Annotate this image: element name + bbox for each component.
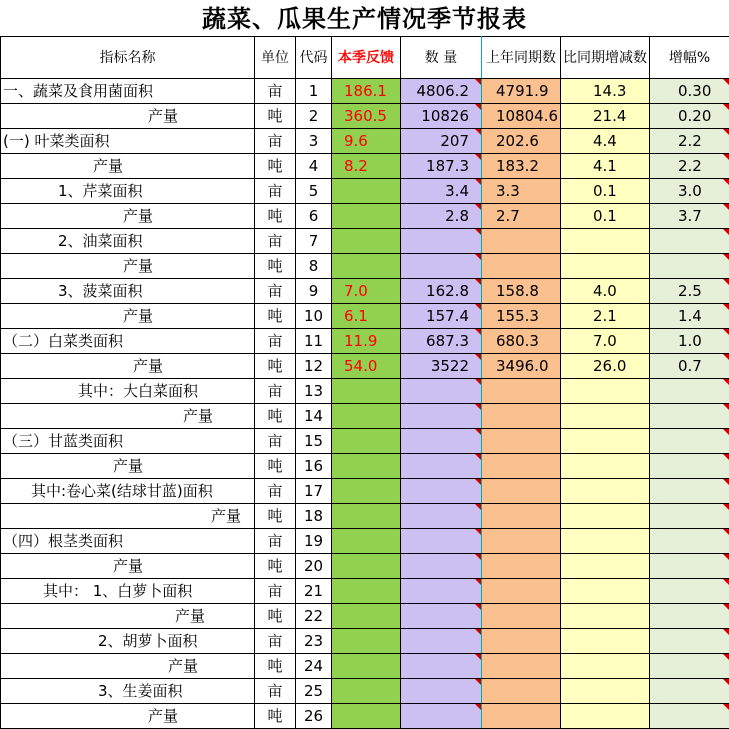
cell-code[interactable]: 19 [296,529,332,554]
cell-prev-year[interactable]: 3496.0 [482,354,561,379]
cell-name[interactable]: 2、胡萝卜面积 [1,629,255,654]
cell-quantity[interactable] [401,429,482,454]
cell-change[interactable]: 0.1 [561,179,650,204]
cell-change[interactable] [561,679,650,704]
cell-change[interactable] [561,704,650,729]
cell-change[interactable] [561,479,650,504]
cell-quantity[interactable]: 3522 [401,354,482,379]
cell-feedback[interactable] [332,204,401,229]
cell-unit[interactable]: 亩 [255,579,296,604]
cell-code[interactable]: 11 [296,329,332,354]
cell-feedback[interactable]: 7.0 [332,279,401,304]
cell-unit[interactable]: 亩 [255,129,296,154]
cell-feedback[interactable] [332,579,401,604]
cell-name[interactable]: 产量 [1,454,255,479]
cell-prev-year[interactable] [482,229,561,254]
cell-feedback[interactable] [332,179,401,204]
table-row [1,329,729,354]
cell-unit[interactable]: 吨 [255,204,296,229]
table-row [1,229,729,254]
cell-quantity[interactable]: 162.8 [401,279,482,304]
cell-feedback[interactable] [332,404,401,429]
cell-unit[interactable]: 吨 [255,154,296,179]
cell-quantity[interactable] [401,579,482,604]
header-name[interactable]: 指标名称 [1,37,255,79]
cell-code[interactable]: 10 [296,304,332,329]
cell-pct[interactable]: 2.2 [650,129,729,154]
cell-unit[interactable]: 亩 [255,229,296,254]
cell-unit[interactable]: 亩 [255,629,296,654]
cell-name[interactable]: （二）白菜类面积 [1,329,255,354]
cell-code[interactable]: 1 [296,79,332,104]
cell-name[interactable]: 2、油菜面积 [1,229,255,254]
cell-pct[interactable]: 0.7 [650,354,729,379]
cell-pct[interactable] [650,429,729,454]
cell-code[interactable]: 17 [296,479,332,504]
cell-name[interactable]: 产量 [1,304,255,329]
cell-code[interactable]: 13 [296,379,332,404]
report-title: 蔬菜、瓜果生产情况季节报表 [0,0,729,36]
cell-feedback[interactable] [332,229,401,254]
cell-prev-year[interactable] [482,629,561,654]
cell-feedback[interactable]: 11.9 [332,329,401,354]
cell-pct[interactable] [650,529,729,554]
cell-prev-year[interactable]: 183.2 [482,154,561,179]
cell-quantity[interactable] [401,404,482,429]
cell-quantity[interactable]: 3.4 [401,179,482,204]
cell-pct[interactable] [650,504,729,529]
cell-change[interactable] [561,554,650,579]
cell-prev-year[interactable]: 2.7 [482,204,561,229]
cell-quantity[interactable] [401,229,482,254]
table-row [1,179,729,204]
cell-unit[interactable]: 亩 [255,79,296,104]
table-row [1,254,729,279]
cell-pct[interactable] [650,229,729,254]
header-unit[interactable]: 单位 [255,37,296,79]
cell-change[interactable] [561,629,650,654]
header-code[interactable]: 代码 [296,37,332,79]
cell-quantity[interactable] [401,504,482,529]
cell-quantity[interactable] [401,254,482,279]
cell-change[interactable] [561,229,650,254]
cell-unit[interactable]: 吨 [255,604,296,629]
cell-feedback[interactable] [332,254,401,279]
cell-unit[interactable]: 吨 [255,104,296,129]
table-row [1,204,729,229]
table-row [1,304,729,329]
cell-change[interactable] [561,379,650,404]
cell-name[interactable]: 一、蔬菜及食用菌面积 [1,79,255,104]
cell-prev-year[interactable]: 155.3 [482,304,561,329]
cell-change[interactable]: 0.1 [561,204,650,229]
cell-code[interactable]: 4 [296,154,332,179]
cell-prev-year[interactable] [482,454,561,479]
cell-feedback[interactable]: 6.1 [332,304,401,329]
cell-feedback[interactable] [332,429,401,454]
cell-unit[interactable]: 亩 [255,529,296,554]
table-row [1,679,729,704]
table-row [1,154,729,179]
cell-change[interactable] [561,604,650,629]
cell-unit[interactable]: 吨 [255,504,296,529]
cell-unit[interactable]: 亩 [255,279,296,304]
cell-prev-year[interactable]: 4791.9 [482,79,561,104]
cell-pct[interactable] [650,679,729,704]
cell-code[interactable]: 6 [296,204,332,229]
cell-name[interactable]: 产量 [1,704,255,729]
cell-change[interactable] [561,454,650,479]
cell-prev-year[interactable]: 202.6 [482,129,561,154]
cell-prev-year[interactable] [482,679,561,704]
cell-prev-year[interactable] [482,579,561,604]
cell-pct[interactable] [650,654,729,679]
cell-prev-year[interactable] [482,529,561,554]
cell-quantity[interactable] [401,479,482,504]
table-row [1,429,729,454]
cell-change[interactable] [561,654,650,679]
cell-change[interactable] [561,579,650,604]
cell-quantity[interactable]: 157.4 [401,304,482,329]
cell-feedback[interactable] [332,529,401,554]
cell-pct[interactable] [650,379,729,404]
cell-change[interactable]: 14.3 [561,79,650,104]
cell-unit[interactable]: 亩 [255,679,296,704]
report-table [0,36,729,729]
cell-feedback[interactable]: 186.1 [332,79,401,104]
cell-prev-year[interactable] [482,504,561,529]
cell-name[interactable]: 其中:卷心菜(结球甘蓝)面积 [1,479,255,504]
cell-pct[interactable] [650,254,729,279]
cell-pct[interactable] [650,479,729,504]
table-row [1,454,729,479]
table-row [1,704,729,729]
cell-pct[interactable]: 0.30 [650,79,729,104]
cell-prev-year[interactable] [482,254,561,279]
header-prev-year[interactable]: 上年同期数 [482,37,561,79]
cell-unit[interactable]: 吨 [255,304,296,329]
table-row [1,79,729,104]
cell-change[interactable] [561,529,650,554]
table-row [1,529,729,554]
cell-pct[interactable] [650,629,729,654]
cell-feedback[interactable] [332,679,401,704]
cell-feedback[interactable] [332,629,401,654]
cell-feedback[interactable] [332,379,401,404]
cell-pct[interactable]: 3.7 [650,204,729,229]
cell-quantity[interactable] [401,554,482,579]
table-row [1,579,729,604]
header-change[interactable]: 比同期增减数 [561,37,650,79]
cell-change[interactable] [561,404,650,429]
cell-name[interactable]: 3、生姜面积 [1,679,255,704]
cell-unit[interactable]: 亩 [255,379,296,404]
cell-code[interactable]: 22 [296,604,332,629]
cell-pct[interactable] [650,454,729,479]
cell-prev-year[interactable] [482,404,561,429]
cell-pct[interactable] [650,404,729,429]
cell-quantity[interactable]: 2.8 [401,204,482,229]
cell-unit[interactable]: 吨 [255,254,296,279]
cell-pct[interactable] [650,704,729,729]
cell-name[interactable]: 产量 [1,254,255,279]
cell-code[interactable]: 7 [296,229,332,254]
cell-code[interactable]: 18 [296,504,332,529]
cell-name[interactable]: 产量 [1,604,255,629]
cell-prev-year[interactable] [482,604,561,629]
cell-unit[interactable]: 亩 [255,179,296,204]
cell-pct[interactable]: 3.0 [650,179,729,204]
table-row [1,554,729,579]
cell-feedback[interactable] [332,504,401,529]
header-quantity[interactable]: 数 量 [401,37,482,79]
cell-unit[interactable]: 亩 [255,479,296,504]
cell-code[interactable]: 15 [296,429,332,454]
cell-code[interactable]: 2 [296,104,332,129]
table-row [1,354,729,379]
cell-pct[interactable]: 2.2 [650,154,729,179]
cell-change[interactable] [561,254,650,279]
cell-prev-year[interactable]: 10804.6 [482,104,561,129]
cell-quantity[interactable]: 187.3 [401,154,482,179]
cell-change[interactable]: 4.0 [561,279,650,304]
cell-prev-year[interactable]: 680.3 [482,329,561,354]
cell-pct[interactable] [650,554,729,579]
table-row [1,104,729,129]
cell-code[interactable]: 25 [296,679,332,704]
cell-unit[interactable]: 亩 [255,429,296,454]
cell-quantity[interactable] [401,679,482,704]
cell-quantity[interactable]: 687.3 [401,329,482,354]
table-row [1,279,729,304]
cell-code[interactable]: 14 [296,404,332,429]
cell-quantity[interactable] [401,454,482,479]
cell-feedback[interactable] [332,479,401,504]
cell-unit[interactable]: 吨 [255,404,296,429]
cell-code[interactable]: 26 [296,704,332,729]
table-row [1,379,729,404]
cell-change[interactable]: 4.1 [561,154,650,179]
cell-prev-year[interactable] [482,704,561,729]
cell-quantity[interactable] [401,379,482,404]
header-feedback[interactable]: 本季反馈 [332,37,401,79]
cell-unit[interactable]: 吨 [255,454,296,479]
cell-pct[interactable]: 2.5 [650,279,729,304]
cell-name[interactable]: 产量 [1,204,255,229]
cell-change[interactable]: 4.4 [561,129,650,154]
cell-name[interactable]: 其中： 1、白萝卜面积 [1,579,255,604]
cell-prev-year[interactable] [482,379,561,404]
cell-change[interactable]: 21.4 [561,104,650,129]
cell-prev-year[interactable] [482,429,561,454]
table-row [1,129,729,154]
table-row [1,479,729,504]
cell-feedback[interactable] [332,604,401,629]
cell-quantity[interactable]: 10826 [401,104,482,129]
cell-code[interactable]: 21 [296,579,332,604]
cell-change[interactable] [561,504,650,529]
cell-pct[interactable] [650,604,729,629]
cell-name[interactable]: 产量 [1,154,255,179]
cell-quantity[interactable] [401,654,482,679]
cell-unit[interactable]: 吨 [255,554,296,579]
cell-unit[interactable]: 吨 [255,654,296,679]
cell-feedback[interactable] [332,704,401,729]
cell-code[interactable]: 12 [296,354,332,379]
header-row [1,37,729,79]
cell-quantity[interactable] [401,704,482,729]
cell-feedback[interactable]: 9.6 [332,129,401,154]
cell-quantity[interactable] [401,529,482,554]
cell-quantity[interactable]: 207 [401,129,482,154]
cell-prev-year[interactable] [482,554,561,579]
cell-name[interactable]: 产量 [1,354,255,379]
table-body [1,79,729,729]
table-row [1,654,729,679]
cell-unit[interactable]: 吨 [255,354,296,379]
cell-unit[interactable]: 亩 [255,329,296,354]
cell-quantity[interactable]: 4806.2 [401,79,482,104]
cell-unit[interactable]: 吨 [255,704,296,729]
cell-quantity[interactable] [401,629,482,654]
cell-code[interactable]: 24 [296,654,332,679]
cell-feedback[interactable]: 54.0 [332,354,401,379]
cell-change[interactable]: 2.1 [561,304,650,329]
cell-name[interactable]: （四）根茎类面积 [1,529,255,554]
cell-name[interactable]: 产量 [1,504,255,529]
cell-name[interactable]: 产量 [1,554,255,579]
cell-pct[interactable]: 0.20 [650,104,729,129]
cell-prev-year[interactable] [482,479,561,504]
table-row [1,629,729,654]
cell-name[interactable]: 其中：大白菜面积 [1,379,255,404]
cell-code[interactable]: 9 [296,279,332,304]
cell-feedback[interactable] [332,654,401,679]
cell-name[interactable]: 1、芹菜面积 [1,179,255,204]
cell-change[interactable] [561,429,650,454]
header-pct[interactable]: 增幅% [650,37,729,79]
cell-code[interactable]: 3 [296,129,332,154]
table-row [1,604,729,629]
cell-pct[interactable] [650,579,729,604]
cell-feedback[interactable]: 8.2 [332,154,401,179]
cell-name[interactable]: (一) 叶菜类面积 [1,129,255,154]
cell-feedback[interactable]: 360.5 [332,104,401,129]
cell-feedback[interactable] [332,554,401,579]
cell-pct[interactable]: 1.4 [650,304,729,329]
cell-code[interactable]: 16 [296,454,332,479]
table-row [1,404,729,429]
cell-quantity[interactable] [401,604,482,629]
cell-name[interactable]: （三）甘蓝类面积 [1,429,255,454]
cell-name[interactable]: 3、菠菜面积 [1,279,255,304]
cell-prev-year[interactable]: 158.8 [482,279,561,304]
cell-code[interactable]: 8 [296,254,332,279]
cell-code[interactable]: 5 [296,179,332,204]
cell-prev-year[interactable] [482,654,561,679]
cell-pct[interactable]: 1.0 [650,329,729,354]
cell-prev-year[interactable]: 3.3 [482,179,561,204]
cell-change[interactable]: 7.0 [561,329,650,354]
table-row [1,504,729,529]
cell-change[interactable]: 26.0 [561,354,650,379]
cell-code[interactable]: 23 [296,629,332,654]
cell-code[interactable]: 20 [296,554,332,579]
cell-name[interactable]: 产量 [1,654,255,679]
cell-name[interactable]: 产量 [1,104,255,129]
cell-feedback[interactable] [332,454,401,479]
cell-name[interactable]: 产量 [1,404,255,429]
